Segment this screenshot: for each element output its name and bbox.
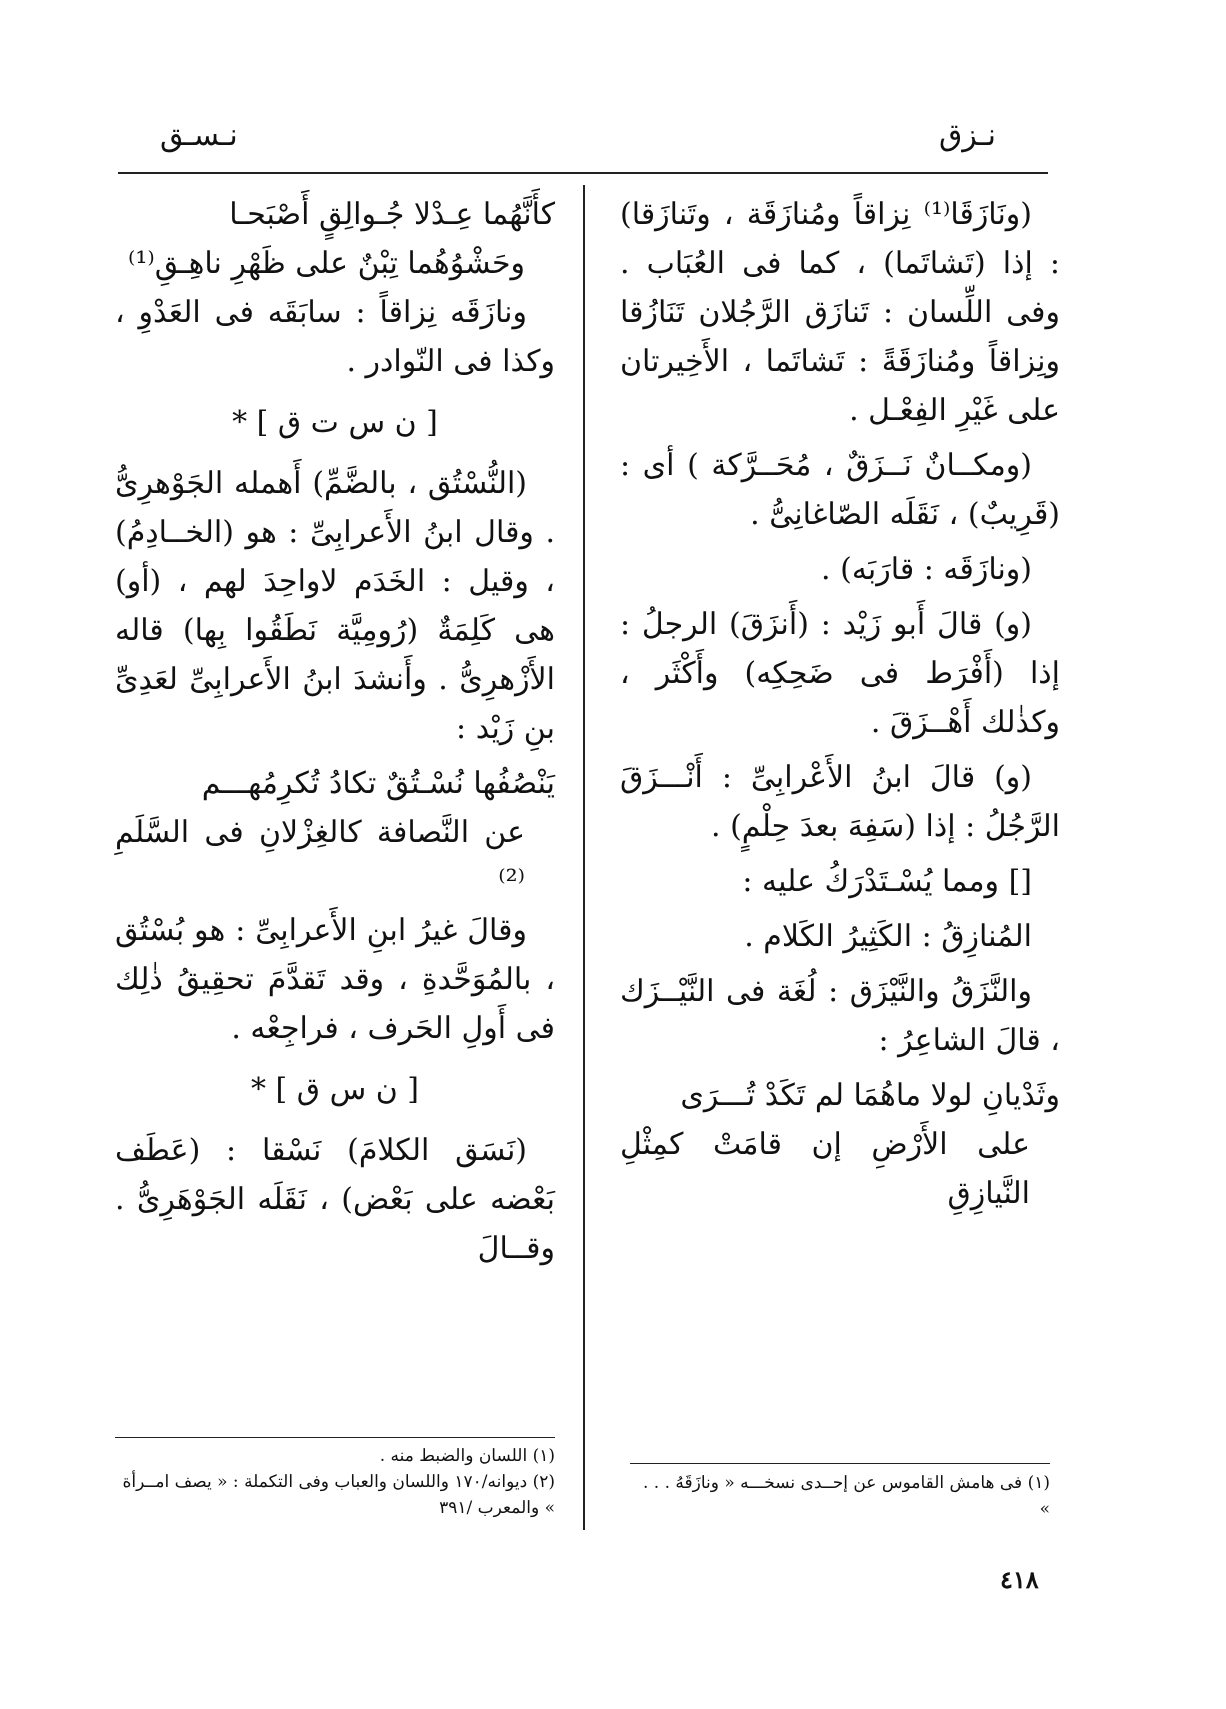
entry-paragraph: والنَّزَقُ والنَّيْزَق : لُغَة فى النَّيْــزَك ، قالَ الشاعِرُ : (620, 974, 1060, 1058)
entry-paragraph: (ونَازَقَا⁽¹⁾ نِزاقاً ومُنازَقَة ، وتَنازَقا) : إذا (تَشاتَما) ، كما فى العُبَاب . وفى اللِّسان : تَنازَق الرَّجُلان تَنَازُقا ونِزاقاً ومُنازَقَةً : تَشاتَما ، الأَخِيرتان على غَيْرِ الفِعْـل . (620, 197, 1060, 428)
root-heading: [ ن س ق ] * (250, 1072, 420, 1107)
left-column (115, 190, 555, 1279)
right-column (620, 190, 1060, 1218)
poetry-verse: عن النَّصافة كالغِزْلانِ فى السَّلَمِ ⁽²⁾ (115, 815, 525, 899)
header-keyword-left: نـسـق (160, 118, 238, 153)
footnote: (١) اللسان والضبط منه . (379, 1446, 555, 1466)
entry-paragraph: (نَسَق الكلامَ) نَسْقا : (عَطَف بَعْضه على بَعْض) ، نَقَلَه الجَوْهَرِىُّ . وقــالَ (115, 1133, 555, 1266)
entry-paragraph: (و) قالَ ابنُ الأَعْرابِىِّ : أَنْـــزَقَ الرَّجُلُ : إذا (سَفِهَ بعدَ حِلْمٍ) . (620, 760, 1060, 844)
entry-paragraph: [] ومما يُسْـتَدْرَكُ عليه : (742, 864, 1032, 899)
page-number: ٤١٨ (1000, 1565, 1039, 1594)
footnotes-left (115, 1443, 555, 1521)
entry-paragraph: المُنازِقُ : الكَثِيرُ الكَلام . (744, 919, 1032, 954)
root-heading: [ ن س ت ق ] * (232, 405, 438, 440)
entry-paragraph: (ونازَقَه : قارَبَه) . (821, 552, 1032, 587)
poetry-verse: كأَنَّهُما عِـدْلا جُـوالِقٍ أَصْبَحـا (229, 197, 555, 232)
entry-paragraph: وقالَ غيرُ ابنِ الأَعرابِىِّ : هو بُسْتُق ، بالمُوَحَّدةِ ، وقد تَقدَّمَ تحقِيقُ ذٰلِك فى أَولِ الحَرف ، فراجِعْه . (115, 913, 555, 1046)
poetry-verse: على الأَرْضِ إن قامَتْ كمِثْلِ النَّيازِقِ (620, 1127, 1030, 1211)
entry-paragraph: ونازَقَه نِزاقاً : سابَقَه فى العَدْوِ ، وكذا فى النّوادر . (115, 295, 555, 379)
poetry-verse: وحَشْوُهُما تِبْنٌ على ظَهْرِ ناهِـقِ⁽¹⁾ (128, 246, 525, 281)
entry-paragraph: (و) قالَ أَبو زَيْد : (أَنزَقَ) الرجلُ : إذا (أَفْرَط فى ضَحِكِه) وأَكْثَر ، وكذٰلك أَهْــزَقَ . (620, 607, 1060, 740)
entry-paragraph: (النُّسْتُق ، بالضَّمِّ) أَهمله الجَوْهرِىُّ . وقال ابنُ الأَعرابِىِّ : هو (الخــادِمُ) ، وقيل : الخَدَم لاواحِدَ لهم ، (أو) هى كَلِمَةٌ (رُومِيَّة نَطَقُوا بِها) قاله الأَزْهرِىُّ . وأَنشدَ ابنُ الأَعرابِىِّ لعَدِىِّ بنِ زَيْد : (115, 466, 555, 746)
poetry-verse: وثَدْيانِ لولا ماهُمَا لم تَكَدْ تُـــرَى (680, 1078, 1060, 1113)
header-rule (118, 172, 1048, 174)
footnote: (١) فى هامش القاموس عن إحــدى نسخـــه « ونازَقَهُ . . . » (642, 1473, 1050, 1519)
footnote: (٢) ديوانه/١٧٠ واللسان والعباب وفى التكملة : « يصف امــرأة » والمعرب /٣٩١ (122, 1472, 555, 1518)
footnote-rule-right (630, 1463, 1050, 1464)
footnotes-right (630, 1470, 1050, 1522)
entry-paragraph: (ومكــانٌ نَــزَقٌ ، مُحَــرَّكة ) أى : (قَرِيبٌ) ، نَقَلَه الصّاغانِىُّ . (620, 448, 1060, 532)
footnote-rule-left (115, 1437, 555, 1438)
header-keyword-right: نـزق (939, 118, 996, 153)
column-divider (583, 185, 585, 1530)
poetry-verse: يَنْصُفُها نُسْـتُقٌ تكادُ تُكرِمُهـــم (201, 766, 555, 801)
